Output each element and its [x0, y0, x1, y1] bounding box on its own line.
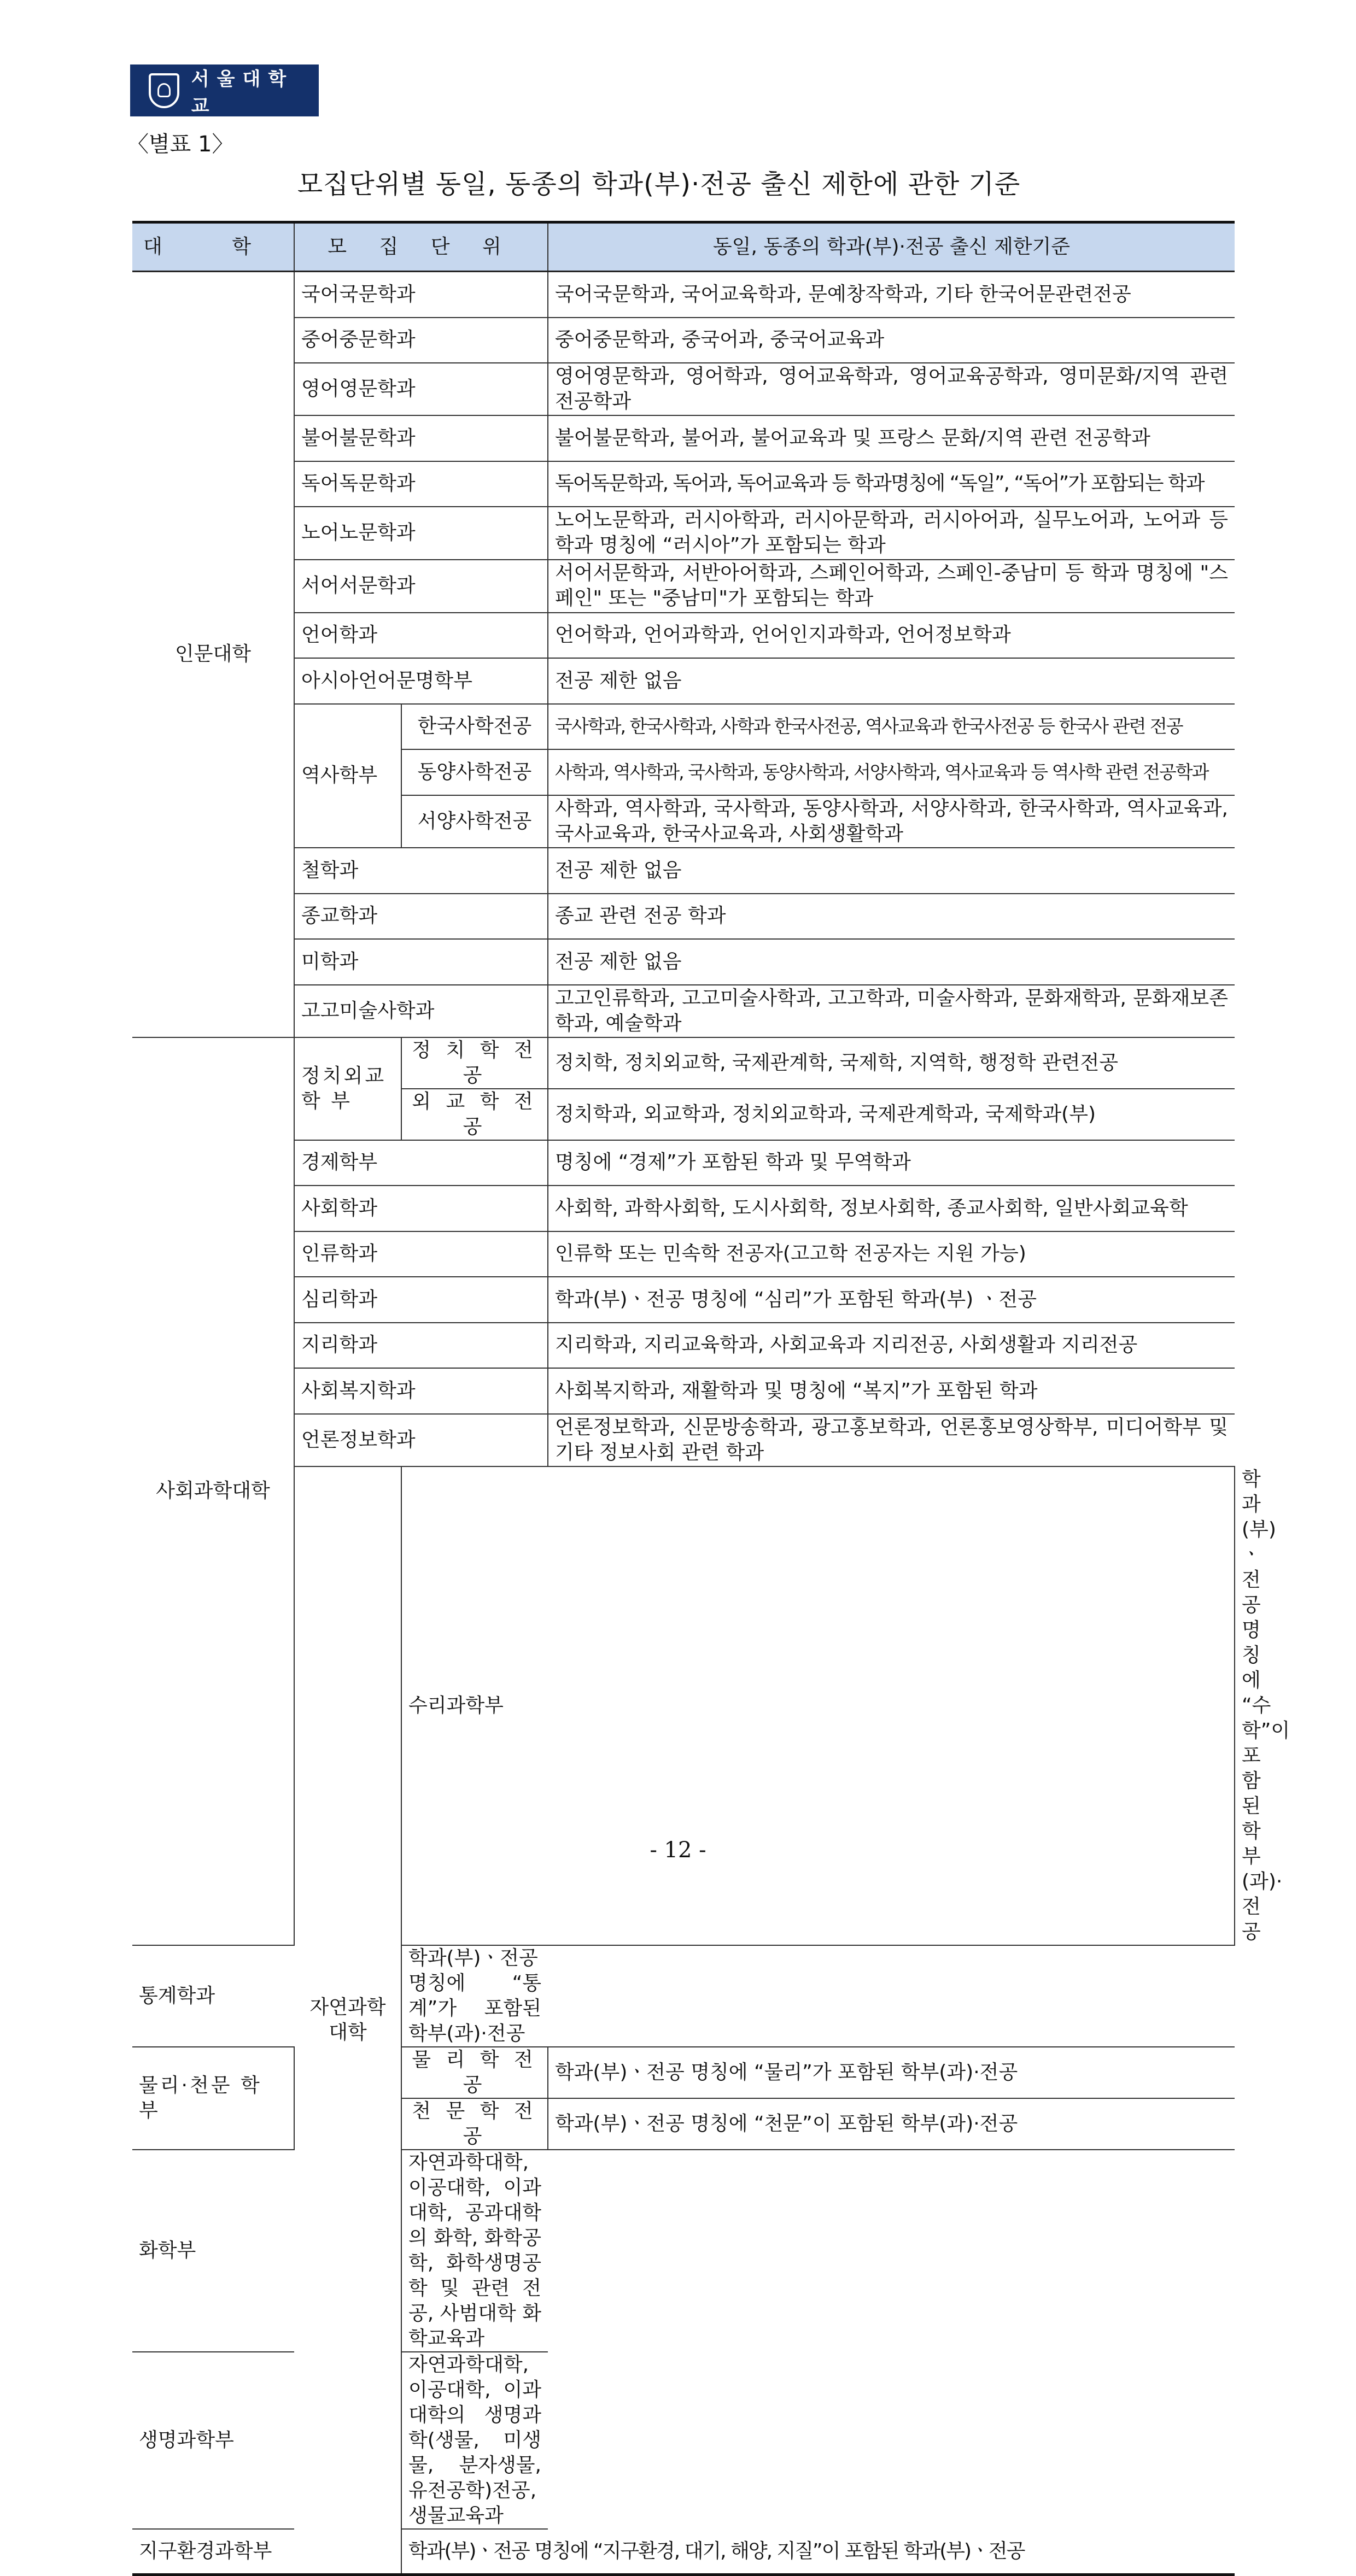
logo-text: 서울대학교	[191, 68, 294, 117]
header-unit: 모 집 단 위	[294, 222, 548, 272]
unit-cell: 중어중문학과	[294, 318, 548, 363]
criteria-cell: 언어학과, 언어과학과, 언어인지과학과, 언어정보학과	[548, 613, 1235, 658]
table-row	[132, 2529, 1235, 2575]
criteria-cell: 언론정보학과, 신문방송학과, 광고홍보학과, 언론홍보영상학부, 미디어학부 및 기타 정보사회 관련 학과	[548, 1414, 1235, 1466]
criteria-cell: 명칭에 “경제”가 포함된 학과 및 무역학과	[548, 1140, 1235, 1186]
table-row	[132, 848, 1235, 894]
unit-cell: 지리학과	[294, 1323, 548, 1368]
unit-cell: 화학부	[132, 2150, 401, 2352]
criteria-cell: 학과(부)ㆍ전공 명칭에 “지구환경, 대기, 해양, 지질”이 포함된 학과(부)ㆍ전공	[401, 2529, 548, 2575]
criteria-cell: 학과(부)ㆍ전공 명칭에 “물리”가 포함된 학부(과)·전공	[548, 2047, 1235, 2098]
table-row	[132, 1414, 1235, 1466]
table-row	[132, 658, 1235, 704]
unit-cell: 종교학과	[294, 894, 548, 939]
header-college: 대 학	[132, 222, 294, 272]
track-cell: 물 리 학 전 공	[401, 2047, 548, 2098]
unit-cell: 언론정보학과	[294, 1414, 548, 1466]
table-row	[132, 1368, 1235, 1414]
college-cell: 인문대학	[132, 272, 294, 1037]
unit-cell: 심리학과	[294, 1277, 548, 1323]
university-logo	[130, 64, 319, 116]
criteria-cell: 전공 제한 없음	[548, 848, 1235, 894]
unit-cell: 고고미술사학과	[294, 985, 548, 1037]
table-row	[132, 1277, 1235, 1323]
criteria-cell: 전공 제한 없음	[548, 939, 1235, 985]
unit-cell: 지구환경과학부	[132, 2529, 401, 2575]
criteria-cell: 학과(부)ㆍ전공 명칭에 “심리”가 포함된 학과(부) ㆍ전공	[548, 1277, 1235, 1323]
criteria-cell: 국사학과, 한국사학과, 사학과 한국사전공, 역사교육과 한국사전공 등 한국사 관련 전공	[548, 704, 1235, 749]
criteria-cell: 인류학 또는 민속학 전공자(고고학 전공자는 지원 가능)	[548, 1231, 1235, 1277]
university-emblem-icon	[149, 73, 179, 108]
table-row	[132, 318, 1235, 363]
table-row	[132, 2150, 1235, 2352]
college-cell: 자연과학대학	[294, 1466, 401, 2575]
restriction-table	[132, 221, 1290, 2576]
table-row	[132, 560, 1235, 613]
unit-cell: 철학과	[294, 848, 548, 894]
track-cell: 서양사학전공	[401, 795, 548, 848]
header-criteria: 동일, 동종의 학과(부)·전공 출신 제한기준	[548, 222, 1235, 272]
criteria-cell: 전공 제한 없음	[548, 658, 1235, 704]
criteria-cell: 학과(부)ㆍ전공 명칭에 “천문”이 포함된 학부(과)·전공	[548, 2098, 1235, 2150]
criteria-cell: 중어중문학과, 중국어과, 중국어교육과	[548, 318, 1235, 363]
track-cell: 외 교 학 전 공	[401, 1089, 548, 1140]
criteria-cell: 자연과학대학, 이공대학, 이과대학의 생명과학(생물, 미생물, 분자생물, 유전공학)전공, 생물교육과	[401, 2352, 548, 2529]
table-row	[132, 461, 1235, 507]
unit-cell: 독어독문학과	[294, 461, 548, 507]
table-row	[132, 1140, 1235, 1186]
table-row	[132, 704, 1235, 749]
table-row	[132, 507, 1235, 560]
criteria-cell: 정치학, 정치외교학, 국제관계학, 국제학, 지역학, 행정학 관련전공	[548, 1037, 1235, 1089]
unit-cell: 사회학과	[294, 1186, 548, 1231]
track-cell: 동양사학전공	[401, 749, 548, 795]
unit-cell: 생명과학부	[132, 2352, 401, 2529]
annex-label: 〈별표 1〉	[127, 132, 234, 157]
track-cell: 천 문 학 전 공	[401, 2098, 548, 2150]
unit-cell: 아시아언어문명학부	[294, 658, 548, 704]
criteria-cell: 영어영문학과, 영어학과, 영어교육학과, 영어교육공학과, 영미문화/지역 관련 전공학과	[548, 363, 1235, 415]
table-row	[132, 363, 1235, 415]
college-cell: 사회과학대학	[132, 1037, 294, 1945]
table-row	[132, 613, 1235, 658]
criteria-cell: 사학과, 역사학과, 국사학과, 동양사학과, 서양사학과, 한국사학과, 역사교육과, 국사교육과, 한국사교육과, 사회생활학과	[548, 795, 1235, 848]
criteria-cell: 자연과학대학, 이공대학, 이과대학, 공과대학의 화학, 화학공학, 화학생명공학 및 관련 전공, 사범대학 화학교육과	[401, 2150, 548, 2352]
unit-cell: 정치외교 학 부	[294, 1037, 401, 1140]
criteria-cell: 사회학, 과학사회학, 도시사회학, 정보사회학, 종교사회학, 일반사회교육학	[548, 1186, 1235, 1231]
unit-cell: 미학과	[294, 939, 548, 985]
unit-cell: 역사학부	[294, 704, 401, 848]
unit-cell: 영어영문학과	[294, 363, 548, 415]
table-row	[132, 1231, 1235, 1277]
page-number: - 12 -	[650, 1838, 706, 1863]
track-cell: 정 치 학 전 공	[401, 1037, 548, 1089]
table-row	[132, 1186, 1235, 1231]
table-row	[132, 939, 1235, 985]
criteria-cell: 학과(부)ㆍ전공 명칭에 “통계”가 포함된 학부(과)·전공	[401, 1945, 548, 2047]
criteria-cell: 고고인류학과, 고고미술사학과, 고고학과, 미술사학과, 문화재학과, 문화재보존학과, 예술학과	[548, 985, 1235, 1037]
unit-cell: 통계학과	[132, 1945, 401, 2047]
criteria-cell: 정치학과, 외교학과, 정치외교학과, 국제관계학과, 국제학과(부)	[548, 1089, 1235, 1140]
document-title: 모집단위별 동일, 동종의 학과(부)·전공 출신 제한에 관한 기준	[297, 169, 1021, 199]
unit-cell: 인류학과	[294, 1231, 548, 1277]
unit-cell: 언어학과	[294, 613, 548, 658]
unit-cell: 경제학부	[294, 1140, 548, 1186]
criteria-cell: 불어불문학과, 불어과, 불어교육과 및 프랑스 문화/지역 관련 전공학과	[548, 415, 1235, 461]
criteria-cell: 노어노문학과, 러시아학과, 러시아문학과, 러시아어과, 실무노어과, 노어과 등 학과 명칭에 “러시아”가 포함되는 학과	[548, 507, 1235, 560]
table-row	[132, 1945, 1235, 2047]
unit-cell: 노어노문학과	[294, 507, 548, 560]
criteria-cell: 국어국문학과, 국어교육학과, 문예창작학과, 기타 한국어문관련전공	[548, 272, 1235, 318]
unit-cell: 불어불문학과	[294, 415, 548, 461]
table-row	[132, 985, 1235, 1037]
table-header-row	[132, 222, 1235, 272]
table-row	[132, 2352, 1235, 2529]
unit-cell: 사회복지학과	[294, 1368, 548, 1414]
criteria-cell: 사회복지학과, 재활학과 및 명칭에 “복지”가 포함된 학과	[548, 1368, 1235, 1414]
table-row	[132, 415, 1235, 461]
table-row	[132, 1323, 1235, 1368]
table-row	[132, 894, 1235, 939]
unit-cell: 국어국문학과	[294, 272, 548, 318]
criteria-cell: 서어서문학과, 서반아어학과, 스페인어학과, 스페인-중남미 등 학과 명칭에 "스페인" 또는 "중남미"가 포함되는 학과	[548, 560, 1235, 613]
unit-cell: 수리과학부	[401, 1466, 1235, 1945]
unit-cell: 물리·천문 학 부	[132, 2047, 294, 2150]
criteria-cell: 종교 관련 전공 학과	[548, 894, 1235, 939]
table-row: 자연과학대학 수리과학부 학과(부)ㆍ전공 명칭에 “수학”이 포함된 학부(과)·전공	[132, 1466, 1235, 1945]
unit-cell: 서어서문학과	[294, 560, 548, 613]
criteria-cell: 독어독문학과, 독어과, 독어교육과 등 학과명칭에 “독일”, “독어”가 포함되는 학과	[548, 461, 1235, 507]
criteria-cell: 사학과, 역사학과, 국사학과, 동양사학과, 서양사학과, 역사교육과 등 역사학 관련 전공학과	[548, 749, 1235, 795]
table-row	[132, 1037, 1235, 1089]
criteria-cell: 지리학과, 지리교육학과, 사회교육과 지리전공, 사회생활과 지리전공	[548, 1323, 1235, 1368]
table-row	[132, 272, 1235, 318]
track-cell: 한국사학전공	[401, 704, 548, 749]
